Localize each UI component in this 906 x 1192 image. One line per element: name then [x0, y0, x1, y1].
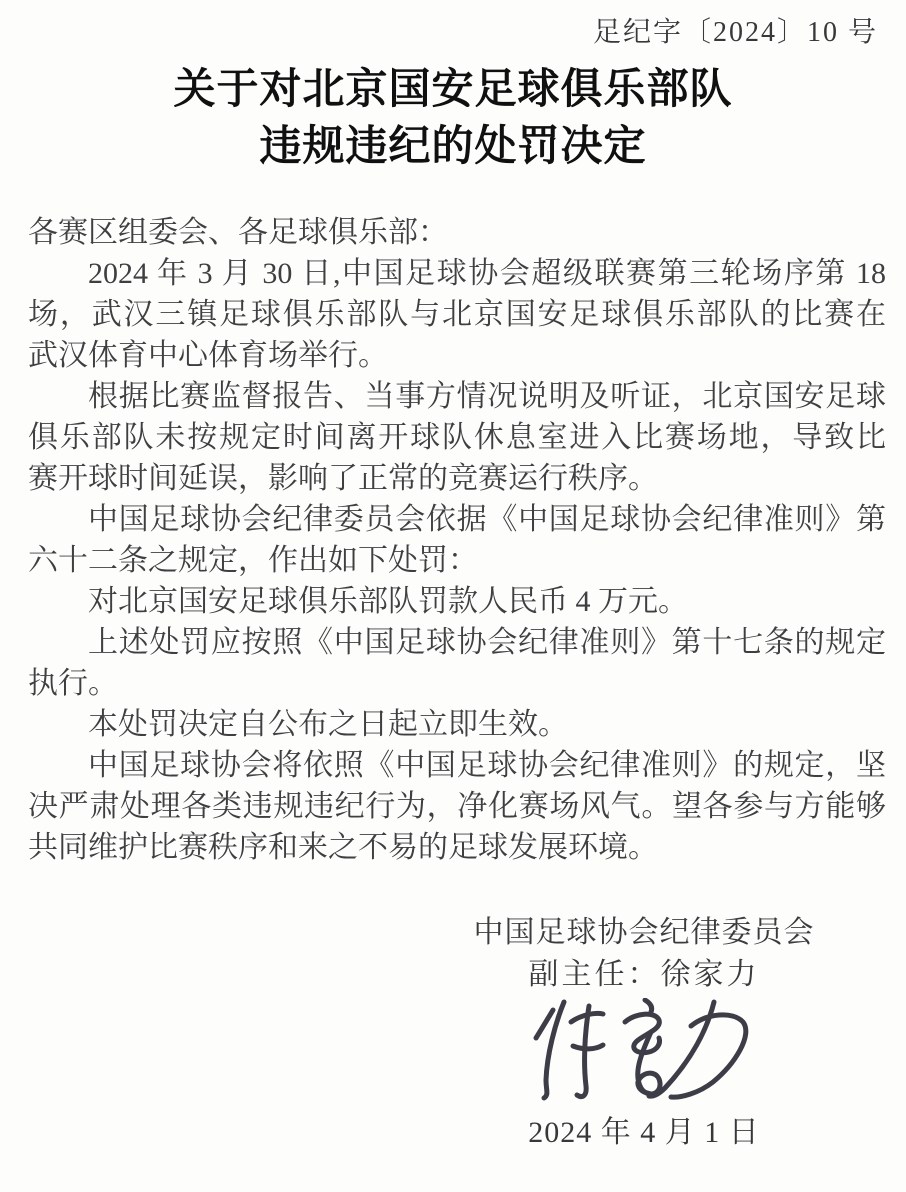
document-title-line-2: 违规违纪的处罚决定 — [259, 124, 647, 170]
body-line: 六十二条之规定，作出如下处罚： — [28, 544, 478, 577]
body-line: 俱乐部队未按规定时间离开球队休息室进入比赛场地，导致比 — [28, 421, 886, 454]
signature-signer: 副主任：徐家力 — [528, 958, 760, 991]
document-title-line-1: 关于对北京国安足球俱乐部队 — [173, 67, 733, 113]
document-body — [28, 212, 886, 868]
signature-date: 2024 年 4 月 1 日 — [528, 1116, 760, 1149]
body-line: 赛开球时间延误，影响了正常的竞赛运行秩序。 — [28, 462, 658, 495]
body-line: 中国足球协会纪律委员会依据《中国足球协会纪律准则》第 — [88, 503, 886, 536]
body-line: 各赛区组委会、各足球俱乐部： — [28, 216, 448, 249]
body-line: 共同维护比赛秩序和来之不易的足球发展环境。 — [28, 831, 658, 864]
signature-organization: 中国足球协会纪律委员会 — [473, 916, 815, 949]
doc-number: 足纪字〔2024〕10 号 — [592, 17, 878, 48]
body-line: 中国足球协会将依照《中国足球协会纪律准则》的规定，坚 — [88, 749, 886, 782]
body-line: 根据比赛监督报告、当事方情况说明及听证，北京国安足球 — [88, 380, 886, 413]
document-title — [0, 62, 906, 176]
handwritten-signature — [533, 998, 755, 1112]
body-line: 2024 年 3 月 30 日,中国足球协会超级联赛第三轮场序第 18 — [88, 257, 886, 290]
body-line: 场，武汉三镇足球俱乐部队与北京国安足球俱乐部队的比赛在 — [28, 298, 886, 331]
body-line: 武汉体育中心体育场举行。 — [28, 339, 388, 372]
body-line: 本处罚决定自公布之日起立即生效。 — [88, 708, 568, 741]
signature-block — [444, 912, 844, 1150]
body-line: 决严肃处理各类违规违纪行为，净化赛场风气。望各参与方能够 — [28, 790, 886, 823]
body-line: 上述处罚应按照《中国足球协会纪律准则》第十七条的规定 — [88, 626, 886, 659]
body-line: 执行。 — [28, 667, 118, 700]
body-line: 对北京国安足球俱乐部队罚款人民币 4 万元。 — [88, 585, 688, 618]
